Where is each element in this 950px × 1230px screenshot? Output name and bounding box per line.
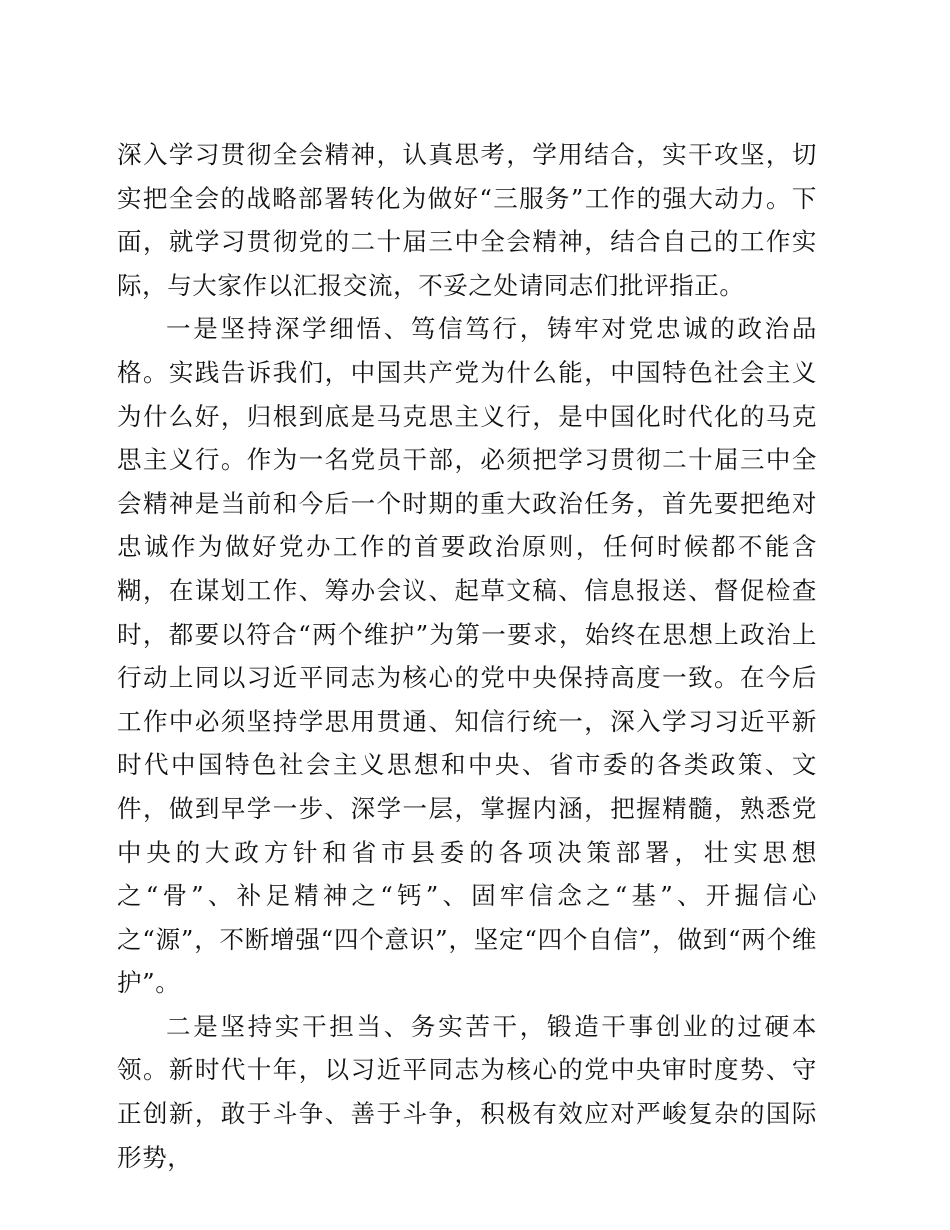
paragraph-point-two: 二是坚持实干担当、务实苦干，锻造干事创业的过硬本领。新时代十年，以习近平同志为核心的党中央审时度势、守正创新，敢于斗争、善于斗争，积极有效应对严峻复杂的国际形势， — [117, 1011, 817, 1172]
paragraph-point-one: 一是坚持深学细悟、笃信笃行，铸牢对党忠诚的政治品格。实践告诉我们，中国共产党为什么能，中国特色社会主义为什么好，归根到底是马克思主义行，是中国化时代化的马克思主义行。作为一名党员干部，必须把学习贯彻二十届三中全会精神是当前和今后一个时期的重大政治任务，首先要把绝对忠诚作为做好党办工作的首要政治原则，任何时候都不能含糊，在谋划工作、筹办会议、起草文稿、信息报送、督促检查时，都要以符合“两个维护”为第一要求，始终在思想上政治上行动上同以习近平同志为核心的党中央保持高度一致。在今后工作中必须坚持学思用贯通、知信行统一，深入学习习近平新时代中国特色社会主义思想和中央、省市委的各类政策、文件，做到早学一步、深学一层，掌握内涵，把握精髓，熟悉党中央的大政方针和省市县委的各项决策部署，壮实思想之“骨”、补足精神之“钙”、固牢信念之“基”、开掘信心之“源”，不断增强“四个意识”，坚定“四个自信”，做到“两个维护”。 — [117, 314, 817, 998]
document-body — [117, 133, 817, 1179]
paragraph-intro: 深入学习贯彻全会精神，认真思考，学用结合，实干攻坚，切实把全会的战略部署转化为做好“三服务”工作的强大动力。下面，就学习贯彻党的二十届三中全会精神，结合自己的工作实际，与大家作以汇报交流，不妥之处请同志们批评指正。 — [117, 140, 817, 300]
